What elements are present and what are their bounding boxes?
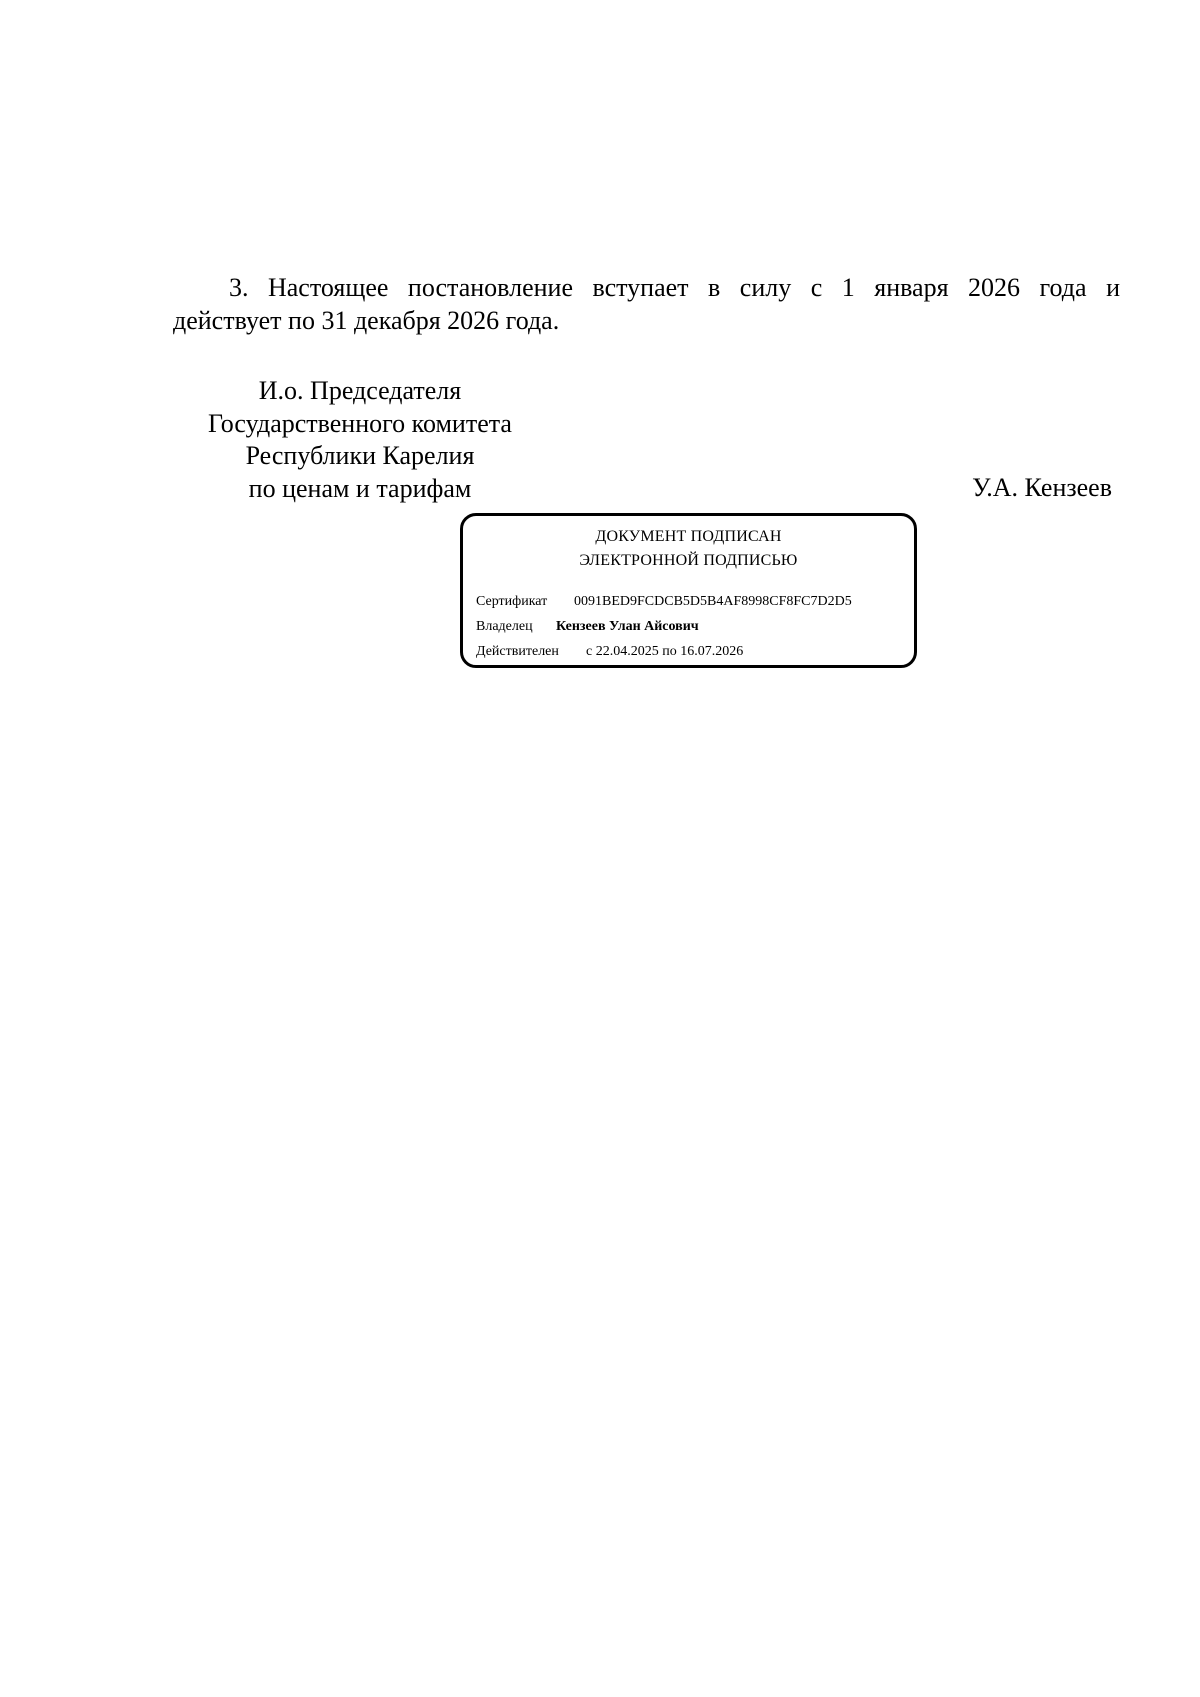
stamp-certificate-row	[476, 593, 852, 611]
owner-label: Владелец	[476, 619, 533, 634]
position-line-4: по ценам и тарифам	[248, 473, 472, 503]
certificate-label: Сертификат	[476, 594, 548, 609]
stamp-owner-row	[476, 618, 699, 636]
valid-value: с 22.04.2025 по 16.07.2026	[586, 644, 744, 659]
electronic-signature-stamp	[460, 513, 917, 668]
signer-name: У.А. Кензеев	[972, 473, 1112, 502]
position-line-2: Государственного комитета	[208, 408, 512, 438]
owner-value: Кензеев Улан Айсович	[556, 619, 699, 634]
valid-label: Действителен	[476, 644, 559, 659]
position-line-1: И.о. Председателя	[258, 376, 462, 405]
stamp-title-line-1: ДОКУМЕНТ ПОДПИСАН	[595, 528, 782, 545]
certificate-value: 0091BED9FCDCB5D5B4AF8998CF8FC7D2D5	[574, 594, 852, 609]
stamp-title	[463, 525, 914, 573]
position-line-3: Республики Карелия	[245, 441, 475, 470]
effective-date-paragraph	[173, 271, 1120, 337]
stamp-validity-row	[476, 643, 743, 661]
stamp-title-line-2: ЭЛЕКТРОННОЙ ПОДПИСЬЮ	[579, 552, 798, 569]
signatory-position	[180, 375, 540, 505]
paragraph-line-1: 3. Настоящее постановление вступает в силу с 1 января 2026 года и	[229, 273, 1120, 302]
paragraph-line-2: действует по 31 декабря 2026 года.	[173, 306, 560, 335]
